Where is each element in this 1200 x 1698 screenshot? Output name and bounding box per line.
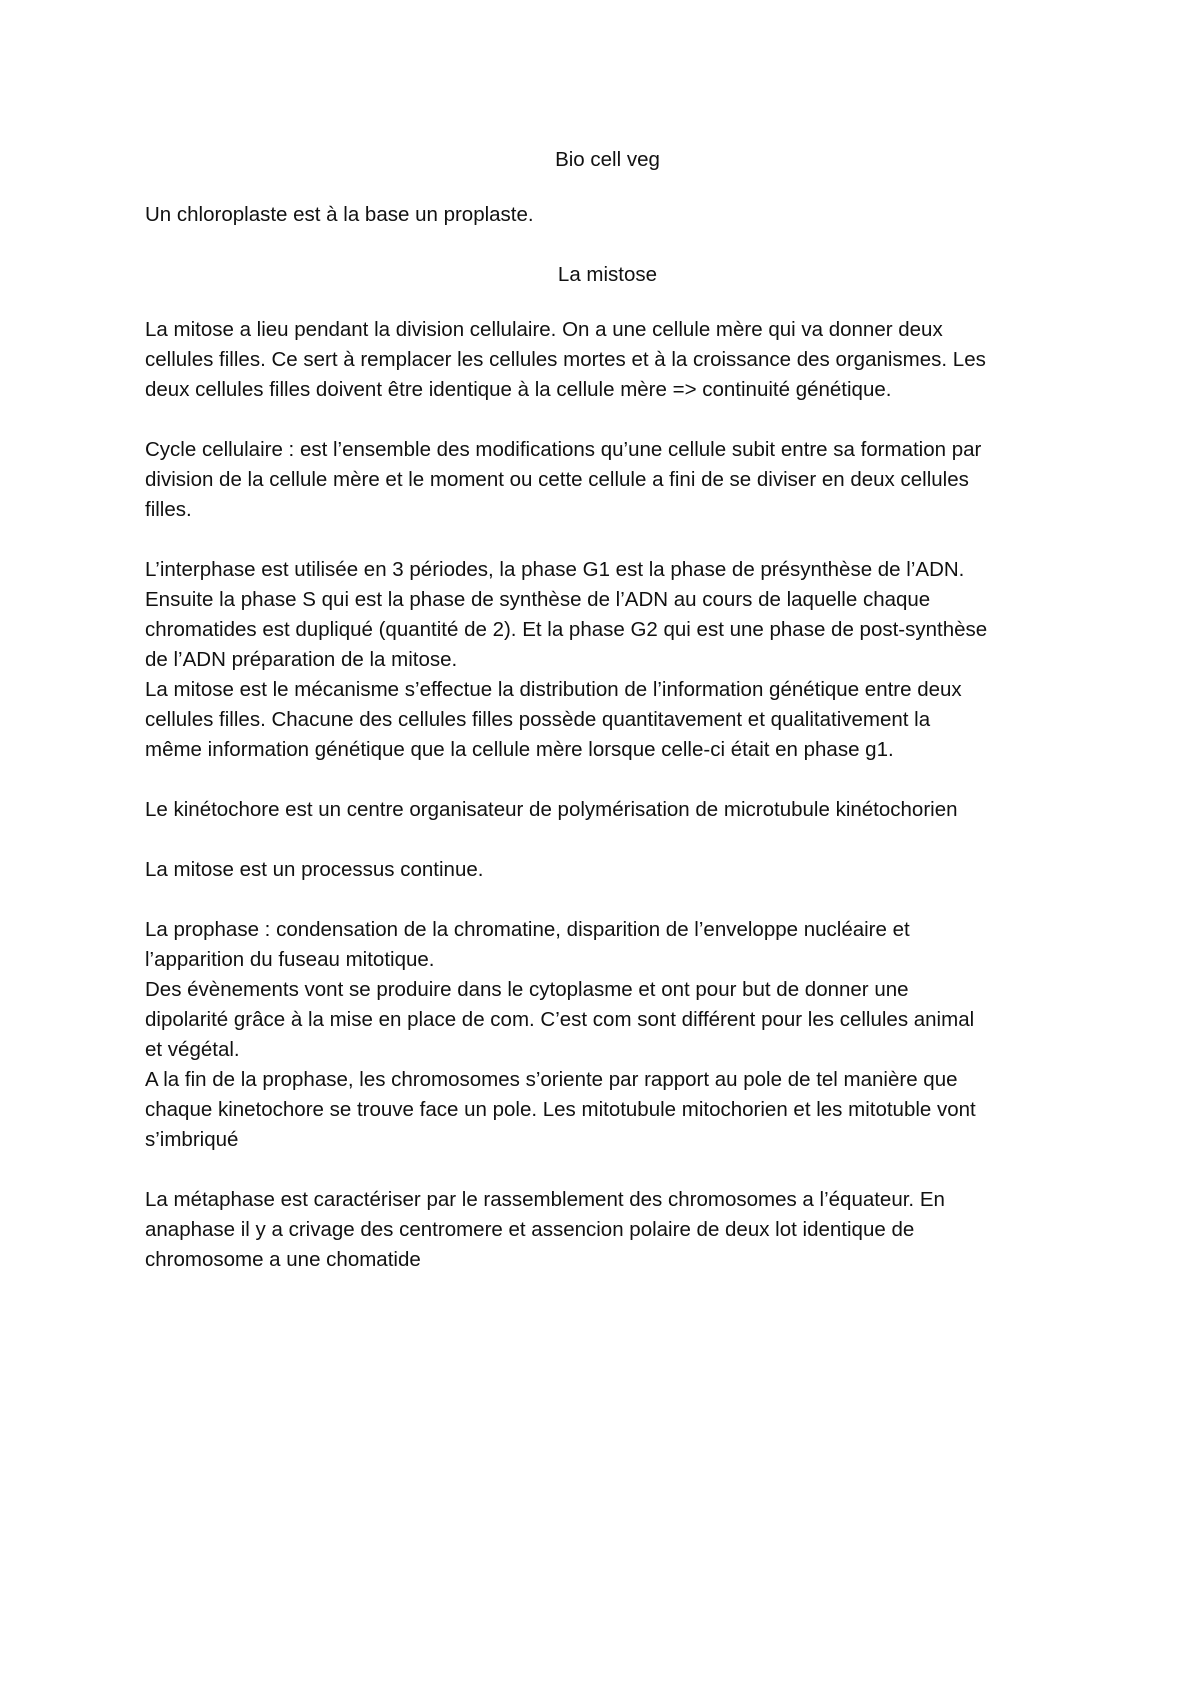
text-line: chaque kinetochore se trouve face un pole. Les mitotubule mitochorien et les mitotuble vont	[145, 1098, 976, 1121]
text-line: même information génétique que la cellule mère lorsque celle-ci était en phase g1.	[145, 738, 894, 761]
paragraph-kinetochore	[145, 795, 1070, 825]
paragraph-fin-prophase	[145, 1065, 1070, 1155]
paragraph-prophase	[145, 915, 1070, 975]
text-line: Des évènements vont se produire dans le cytoplasme et ont pour but de donner une	[145, 978, 909, 1001]
text-line: et végétal.	[145, 1038, 240, 1061]
text-line: Ensuite la phase S qui est la phase de synthèse de l’ADN au cours de laquelle chaque	[145, 588, 931, 611]
paragraph-processus	[145, 855, 1070, 885]
text-line: deux cellules filles doivent être identique à la cellule mère => continuité génétique.	[145, 378, 892, 401]
text-line: cellules filles. Ce sert à remplacer les cellules mortes et à la croissance des organismes. Les	[145, 348, 986, 371]
text-line: Cycle cellulaire : est l’ensemble des modifications qu’une cellule subit entre sa formation par	[145, 438, 982, 461]
text-line: chromosome a une chomatide	[145, 1248, 421, 1271]
text-line: Le kinétochore est un centre organisateur de polymérisation de microtubule kinétochorien	[145, 798, 958, 821]
paragraph-metaphase	[145, 1185, 1070, 1275]
text-line: anaphase il y a crivage des centromere et assencion polaire de deux lot identique de	[145, 1218, 915, 1241]
text-line: division de la cellule mère et le moment ou cette cellule a fini de se diviser en deux cellules	[145, 468, 969, 491]
text-line: La prophase : condensation de la chromatine, disparition de l’enveloppe nucléaire et	[145, 918, 910, 941]
text-line: chromatides est dupliqué (quantité de 2). Et la phase G2 qui est une phase de post-synthèse	[145, 618, 988, 641]
text-line: s’imbriqué	[145, 1128, 239, 1151]
paragraph-cycle-cellulaire	[145, 435, 1070, 525]
paragraph-interphase	[145, 555, 1070, 675]
section-heading: La mistose	[557, 263, 658, 286]
text-line: filles.	[145, 498, 192, 521]
text-line: La mitose a lieu pendant la division cellulaire. On a une cellule mère qui va donner deux	[145, 318, 943, 341]
paragraph-mecanisme	[145, 675, 1070, 765]
text-line: La mitose est le mécanisme s’effectue la distribution de l’information génétique entre deux	[145, 678, 962, 701]
paragraph-mitose	[145, 315, 1070, 405]
text-line: de l’ADN préparation de la mitose.	[145, 648, 458, 671]
paragraph-evenements	[145, 975, 1070, 1065]
text-line: l’apparition du fuseau mitotique.	[145, 948, 435, 971]
text-line: La mitose est un processus continue.	[145, 858, 484, 881]
text-line: cellules filles. Chacune des cellules filles possède quantitavement et qualitativement la	[145, 708, 931, 731]
text-line: dipolarité grâce à la mise en place de com. C’est com sont différent pour les cellules animal	[145, 1008, 975, 1031]
text-line: A la fin de la prophase, les chromosomes s’oriente par rapport au pole de tel manière que	[145, 1068, 958, 1091]
text-line: L’interphase est utilisée en 3 périodes, la phase G1 est la phase de présynthèse de l’ADN.	[145, 558, 965, 581]
intro-paragraph: Un chloroplaste est à la base un proplaste.	[145, 203, 534, 226]
text-line: La métaphase est caractériser par le rassemblement des chromosomes a l’équateur. En	[145, 1188, 945, 1211]
document-title: Bio cell veg	[555, 148, 660, 171]
